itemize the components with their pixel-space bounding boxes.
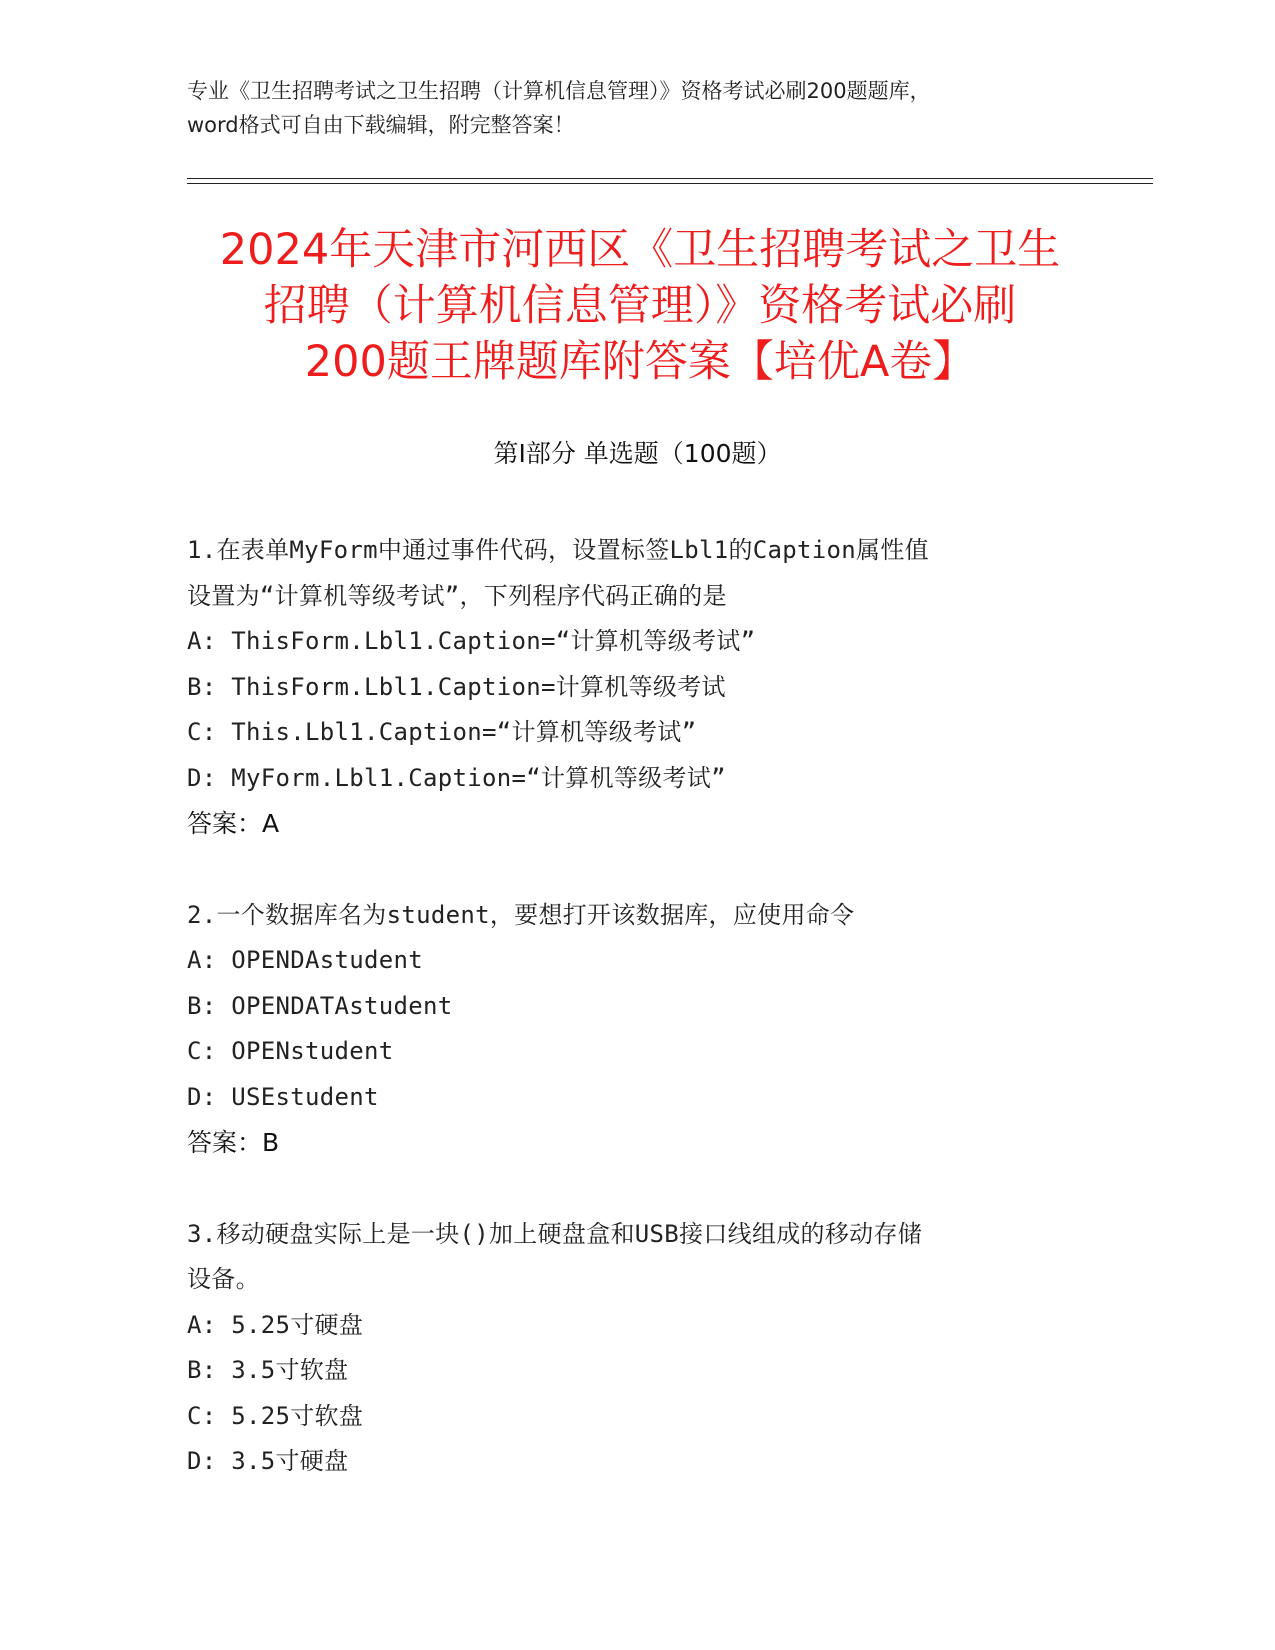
header-note	[187, 74, 1087, 142]
question-stem: 3.移动硬盘实际上是一块()加上硬盘盒和USB接口线组成的移动存储	[187, 1219, 923, 1248]
question-3	[187, 1212, 1087, 1485]
option-c: C: 5.25寸软盘	[187, 1401, 364, 1430]
section-heading: 第Ⅰ部分 单选题（100题）	[493, 439, 782, 468]
option-a: A: OPENDAstudent	[187, 946, 423, 974]
question-stem-continued: 设置为“计算机等级考试”，下列程序代码正确的是	[187, 581, 727, 610]
option-c: C: OPENstudent	[187, 1037, 394, 1065]
question-stem: 1.在表单MyForm中通过事件代码，设置标签Lbl1的Caption属性值	[187, 536, 929, 564]
header-note-line-2: word格式可自由下载编辑，附完整答案！	[187, 113, 575, 137]
header-divider-bottom	[187, 183, 1153, 184]
title-line-2: 招聘（计算机信息管理）》资格考试必刷	[263, 281, 1017, 331]
option-b: B: ThisForm.Lbl1.Caption=计算机等级考试	[187, 672, 726, 701]
option-d: D: USEstudent	[187, 1082, 379, 1111]
option-a: A: ThisForm.Lbl1.Caption=“计算机等级考试”	[187, 627, 756, 655]
title-line-1: 2024年天津市河西区《卫生招聘考试之卫生	[219, 225, 1061, 275]
option-d: D: MyForm.Lbl1.Caption=“计算机等级考试”	[187, 763, 726, 792]
option-b: B: 3.5寸软盘	[187, 1356, 349, 1384]
option-c: C: This.Lbl1.Caption=“计算机等级考试”	[187, 718, 697, 746]
question-2	[187, 893, 1087, 1166]
header-note-line-1: 专业《卫生招聘考试之卫生招聘（计算机信息管理）》资格考试必刷200题题库，	[187, 79, 931, 103]
question-stem-continued: 设备。	[187, 1265, 260, 1293]
question-1	[187, 528, 1087, 847]
option-a: A: 5.25寸硬盘	[187, 1310, 364, 1339]
answer: 答案：A	[187, 809, 280, 838]
document-title	[150, 222, 1130, 390]
header-divider-top	[187, 178, 1153, 179]
answer: 答案：B	[187, 1128, 280, 1157]
option-d: D: 3.5寸硬盘	[187, 1447, 349, 1475]
title-line-3: 200题王牌题库附答案【培优A卷】	[304, 337, 976, 387]
option-b: B: OPENDATAstudent	[187, 991, 453, 1020]
question-list	[187, 528, 1087, 1531]
question-stem: 2.一个数据库名为student，要想打开该数据库，应使用命令	[187, 900, 855, 929]
